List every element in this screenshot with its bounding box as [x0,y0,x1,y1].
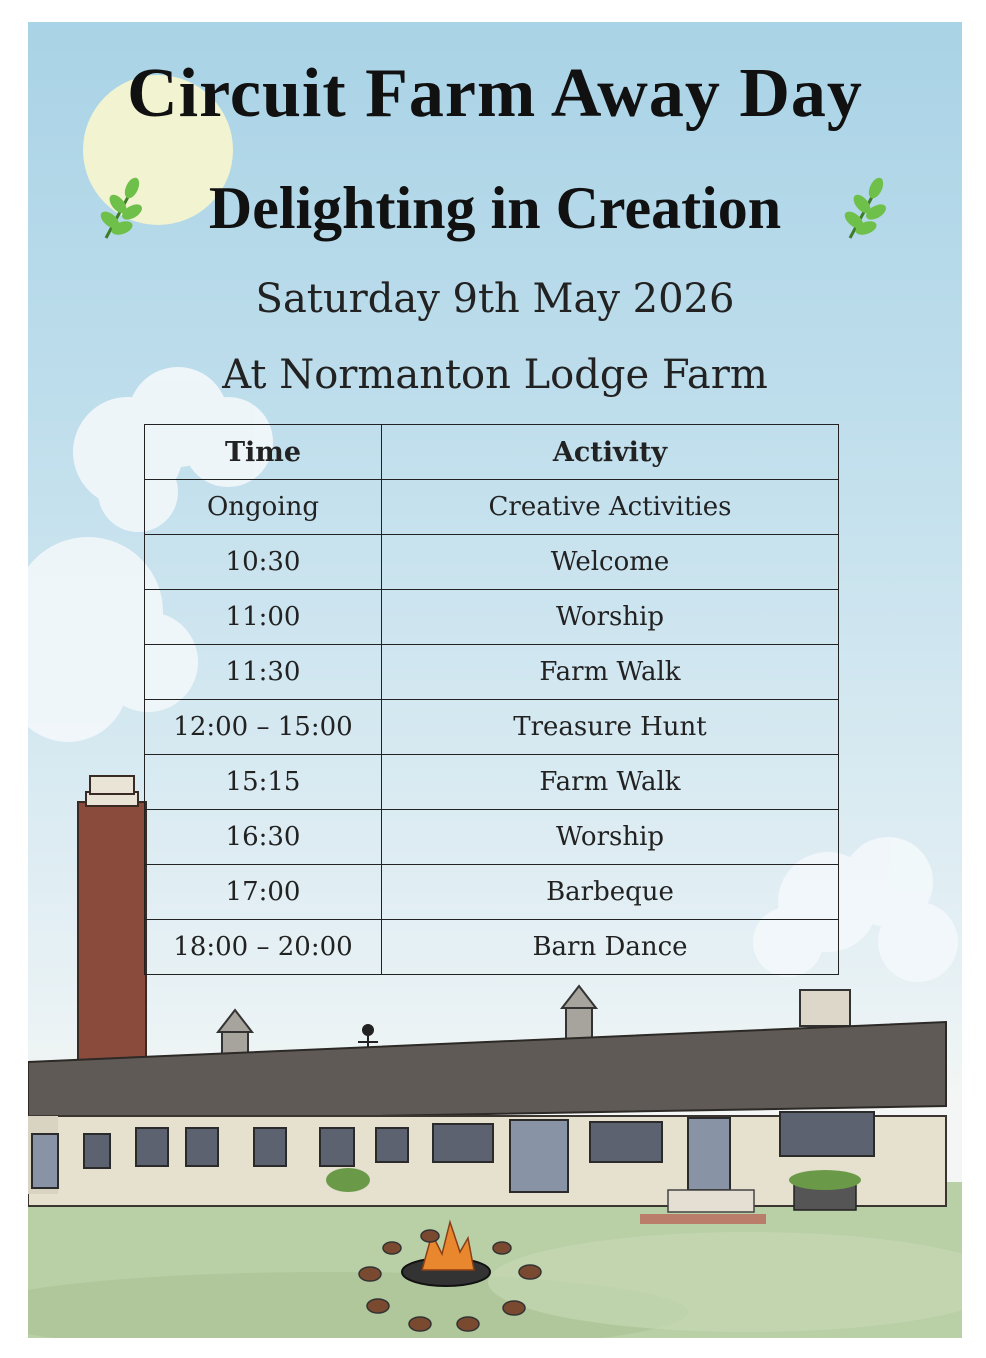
row-activity: Barn Dance [382,920,839,975]
table-row [145,810,839,865]
table-row [145,590,839,645]
row-time: 17:00 [145,865,382,920]
row-time: 11:30 [145,645,382,700]
row-activity: Treasure Hunt [382,700,839,755]
row-time: 10:30 [145,535,382,590]
event-date: Saturday 9th May 2026 [255,276,735,322]
farm-roof [28,1022,946,1122]
table-row [145,480,839,535]
row-activity: Welcome [382,535,839,590]
event-venue: At Normanton Lodge Farm [222,352,768,398]
table-row [145,865,839,920]
table-row [145,920,839,975]
table-row [145,700,839,755]
row-activity: Creative Activities [382,480,839,535]
row-time: 12:00 – 15:00 [145,700,382,755]
row-time: 16:30 [145,810,382,865]
row-time: 18:00 – 20:00 [145,920,382,975]
table-header-row [145,425,839,480]
chimney-icon [78,776,146,1067]
table-row [145,535,839,590]
row-activity: Farm Walk [382,755,839,810]
row-time: Ongoing [145,480,382,535]
poster-subtitle: Delighting in Creation [208,175,782,241]
poster-title: Circuit Farm Away Day [127,55,863,132]
row-activity: Worship [382,810,839,865]
schedule-table [144,424,839,975]
row-activity: Barbeque [382,865,839,920]
row-time: 11:00 [145,590,382,645]
row-activity: Worship [382,590,839,645]
column-header-activity: Activity [382,425,839,480]
poster [28,22,962,1338]
column-header-time: Time [145,425,382,480]
table-row [145,645,839,700]
row-activity: Farm Walk [382,645,839,700]
row-time: 15:15 [145,755,382,810]
table-row [145,755,839,810]
